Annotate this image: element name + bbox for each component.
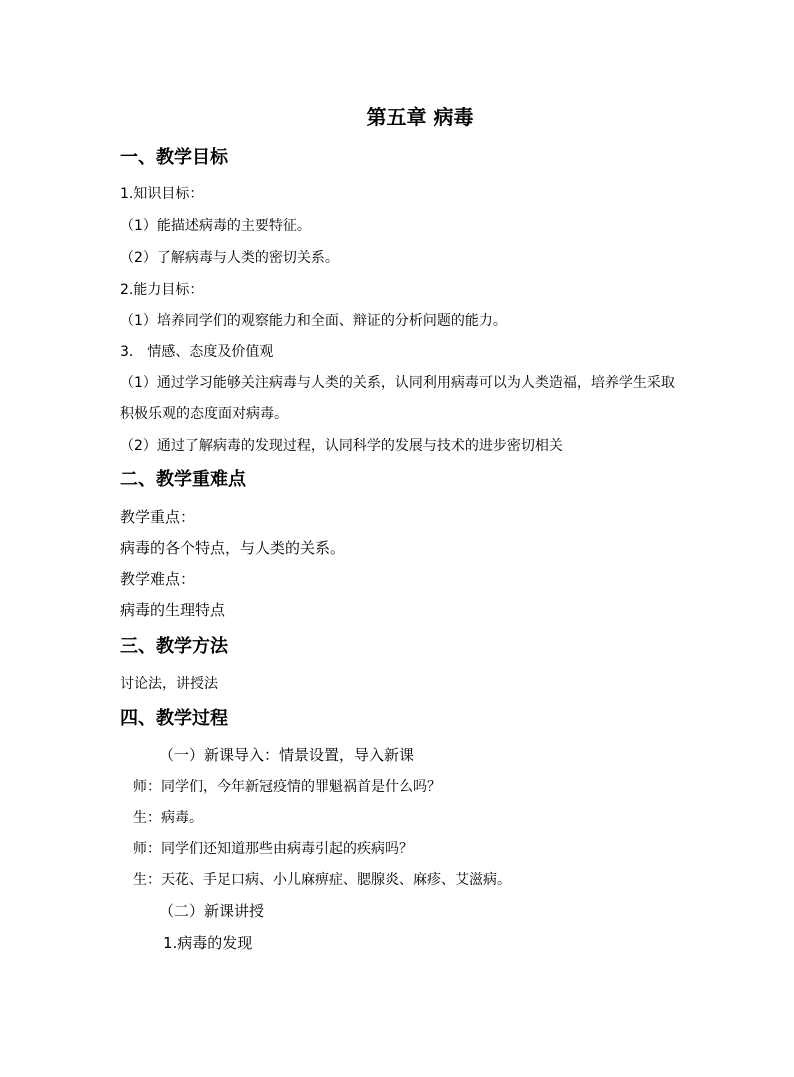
paragraph-line: 1.知识目标： — [120, 186, 204, 202]
paragraph-line: （1）通过学习能够关注病毒与人类的关系，认同利用病毒可以为人类造福，培养学生采取 — [120, 375, 675, 391]
paragraph-line: （一）新课导入：情景设置，导入新课 — [159, 746, 415, 764]
paragraph-line: 讨论法，讲授法 — [120, 676, 218, 692]
paragraph-line: （二）新课讲授 — [159, 902, 265, 920]
paragraph-line: 3． 情感、态度及价值观 — [120, 344, 274, 360]
paragraph-line: （2）通过了解病毒的发现过程，认同科学的发展与技术的进步密切相关 — [120, 438, 563, 454]
dialogue-line: 师：同学们，今年新冠疫情的罪魁祸首是什么吗？ — [133, 779, 441, 795]
dialogue-line: 生：天花、手足口病、小儿麻痹症、腮腺炎、麻疹、艾滋病。 — [133, 872, 511, 888]
section-heading-process: 四、教学过程 — [120, 708, 228, 729]
paragraph-line: 1.病毒的发现 — [163, 934, 253, 952]
paragraph-line: （1）能描述病毒的主要特征。 — [120, 218, 311, 234]
paragraph-line: 教学重点： — [120, 508, 196, 526]
paragraph-line: （2）了解病毒与人类的密切关系。 — [120, 250, 339, 266]
section-heading-objectives: 一、教学目标 — [120, 147, 228, 168]
section-heading-methods: 三、教学方法 — [120, 636, 228, 657]
paragraph-line: 2.能力目标： — [120, 282, 204, 298]
paragraph-line: （1）培养同学们的观察能力和全面、辩证的分析问题的能力。 — [120, 313, 507, 329]
paragraph-line: 积极乐观的态度面对病毒。 — [120, 406, 288, 422]
paragraph-line: 教学难点： — [120, 570, 196, 588]
dialogue-line: 师：同学们还知道那些由病毒引起的疾病吗？ — [133, 841, 413, 857]
section-heading-key-points: 二、教学重难点 — [120, 469, 246, 490]
dialogue-line: 生：病毒。 — [133, 810, 203, 826]
paragraph-line: 病毒的生理特点 — [120, 601, 226, 619]
paragraph-line: 病毒的各个特点，与人类的关系。 — [120, 539, 346, 557]
page-title: 第五章 病毒 — [366, 105, 474, 129]
